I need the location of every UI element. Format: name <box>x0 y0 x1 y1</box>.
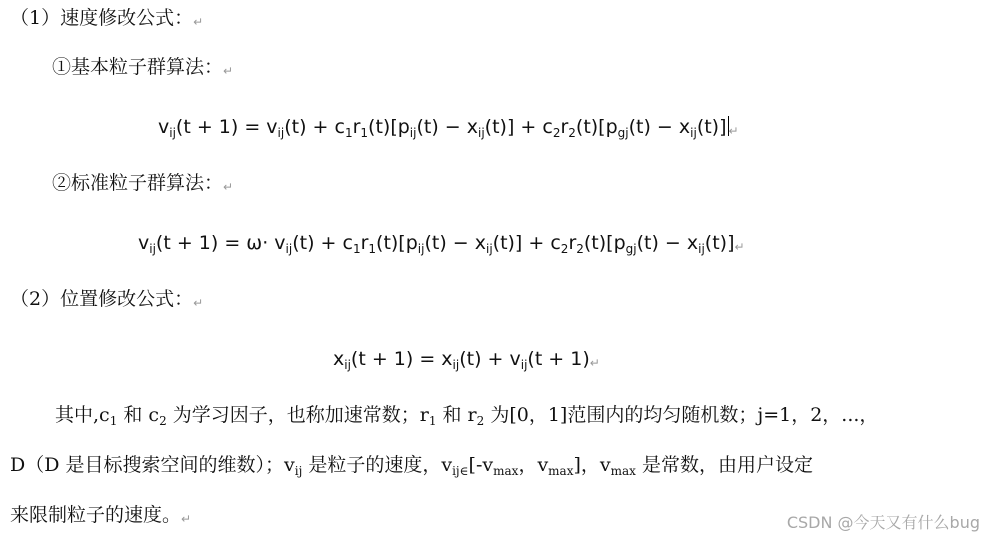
paragraph-line-1: 其中$,c_1$ 和 $c_2$ 为学习因子，也称加速常数；$r_1$ 和 $r_2$ 为[0，1]范围内的均匀随机数；j=1，2，...， <box>55 404 879 428</box>
equation-basic-velocity: $v_{ij}(t + 1) = v_{ij}(t) + c_1r_1(t)[p_{ij}(t) - x_{ij}(t)] + c_2r_2(t)[p_{gj}(t) - x_{ij}(t)]$ ↵ <box>158 116 739 140</box>
paragraph-mark-icon: ↵ <box>223 180 234 194</box>
subheading-standard-text: ②标准粒子群算法： <box>52 172 224 194</box>
paragraph-mark-icon: ↵ <box>223 64 234 78</box>
paragraph-line-2: D（D 是目标搜索空间的维数）；$v_{ij}$ 是粒子的速度，$v_{ij\in}[-v_{max}$，$v_{max}$]，$v_{max}$ 是常数，由用户设定 <box>10 454 813 478</box>
heading-velocity <box>10 6 203 34</box>
paragraph-mark-icon: ↵ <box>193 296 204 310</box>
heading-velocity-text: （1）速度修改公式： <box>10 7 194 29</box>
paragraph-mark-icon: ↵ <box>734 240 745 254</box>
paragraph-mark-icon: ↵ <box>728 124 739 138</box>
equation-standard-velocity: $v_{ij}(t + 1) = \omega\cdot v_{ij}(t) + c_1r_1(t)[p_{ij}(t) - x_{ij}(t)] + c_2r_2(t)[p_{gj}(t)$ − $x_{ij}(t)]↵$ <box>138 232 745 256</box>
subheading-basic-text: ①基本粒子群算法： <box>52 56 224 78</box>
heading-position-text: （2）位置修改公式： <box>10 288 194 310</box>
paragraph-mark-icon: ↵ <box>181 512 192 526</box>
paragraph-mark-icon: ↵ <box>589 356 600 370</box>
heading-position <box>10 287 203 315</box>
equation-position: $x_{ij}(t + 1) = x_{ij}(t) + v_{ij}(t$ + 1)↵ <box>333 348 600 372</box>
watermark: CSDN @今天又有什么bug <box>786 513 980 532</box>
paragraph-mark-icon: ↵ <box>193 15 204 29</box>
paragraph-line-3: 来限制粒子的速度。↵ <box>10 504 192 526</box>
subheading-standard-pso <box>52 171 233 199</box>
subheading-basic-pso <box>52 55 233 83</box>
